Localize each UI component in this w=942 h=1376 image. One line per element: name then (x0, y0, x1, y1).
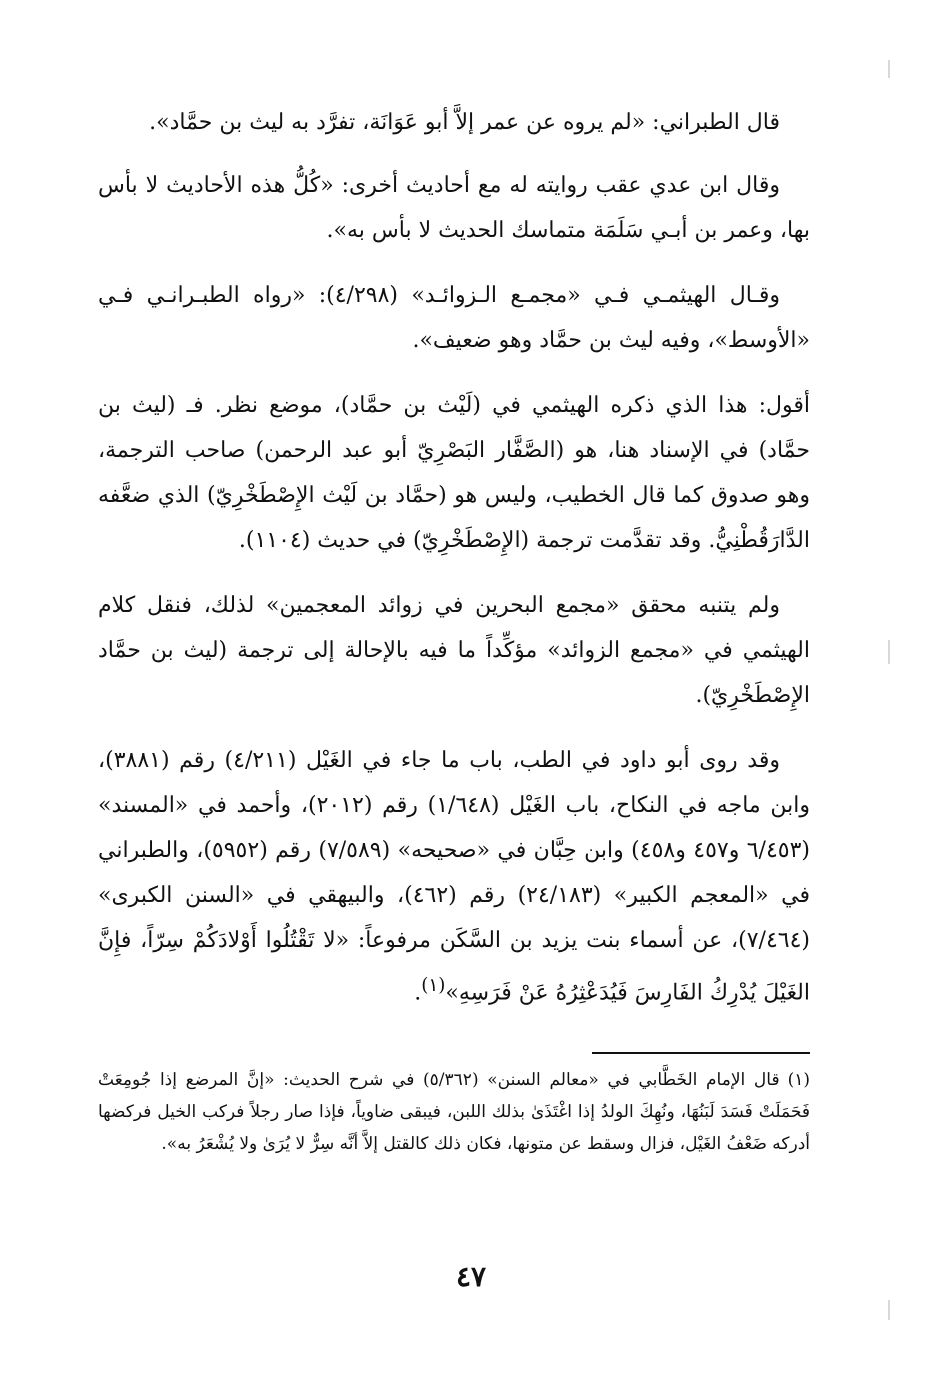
page-edge-mark (888, 640, 890, 664)
page-edge-mark (888, 1300, 890, 1320)
paragraph-tabarani-quote: قال الطبراني: «لم يروه عن عمر إلاَّ أبو عَوَانَة، تفرَّد به ليث بن حمَّاد». (149, 110, 780, 135)
footnote-number: (١) (787, 1070, 811, 1090)
paragraph-editor-note: ولم يتنبه محقق «مجمع البحرين في زوائد المعجمين» لذلك، فنقل كلام الهيثمي في «مجمع الزوائد» مؤكِّداً ما فيه بالإحالة إلى ترجمة (ليث بن حمَّاد الإِصْطَخْرِيّ). (98, 593, 810, 708)
paragraph-hadith-sources (98, 738, 810, 1015)
footnote (98, 1064, 810, 1160)
hadith-sources-text: وقد روى أبو داود في الطب، باب ما جاء في الغَيْل (٤/٢١١) رقم (٣٨٨١)، وابن ماجه في النكاح، باب الغَيْل (١/٦٤٨) رقم (٢٠١٢)، وأحمد في «المسند» (٦/٤٥٣ و٤٥٧ و٤٥٨) وابن حِبَّان في «صحيحه» (٧/٥٨٩) رقم (٥٩٥٢)، والطبراني في «المعجم الكبير» (٢٤/١٨٣) رقم (٤٦٢)، والبيهقي في «السنن الكبرى» (٧/٤٦٤)، عن أسماء بنت يزيد بن السَّكَن مرفوعاً: «لا تَقْتُلُوا أَوْلادَكُمْ سِرّاً، فإِنَّ الغَيْلَ يُدْرِكُ الفَارِسَ فَيُدَعْثِرُهُ عَنْ فَرَسِهِ» (98, 748, 811, 1006)
paragraph-author-comment: أقول: هذا الذي ذكره الهيثمي في (لَيْث بن حمَّاد)، موضع نظر. فـ (ليث بن حمَّاد) في الإسناد هنا، هو (الصَّفَّار البَصْرِيّ أبو عبد الرحمن) صاحب الترجمة، وهو صدوق كما قال الخطيب، وليس هو (حمَّاد بن لَيْث الإِصْطَخْرِيّ) الذي ضعَّفه الدَّارَقُطْنِيُّ. وقد تقدَّمت ترجمة (الإِصْطَخْرِيّ) في حديث (١١٠٤). (98, 393, 810, 553)
footnote-text: قال الإمام الخَطَّابي في «معالم السنن» (٥/٣٦٢) في شرح الحديث: «إنَّ المرضع إذا جُومِعَتْ فَحَمَلَتْ فَسَدَ لَبَنُهَا، ونُهِكَ الولدُ إذا اغْتَذَىٰ بذلك اللبن، فيبقى ضاوياً، فإذا صار رجلاً فركب الخيل فركضها أدركه ضَعْفُ الغَيْل، فزال وسقط عن متونها، فكان ذلك كالقتل إلاَّ أنَّه سِرٌّ لا يُرَىٰ ولا يُشْعَرُ به». (98, 1070, 810, 1154)
page-edge-mark (888, 60, 890, 78)
paragraph-haythami-quote: وقـال الهيثمـي فـي «مجمـع الـزوائـد» (٤/٢٩٨): «رواه الطبـرانـي فـي «الأوسط»، وفيه ليث بن حمَّاد وهو ضعيف». (98, 283, 810, 353)
paragraph-ibn-adi-quote: وقال ابن عدي عقب روايته له مع أحاديث أخرى: «كُلُّ هذه الأحاديث لا بأس بها، وعمر بن أبـي سَلَمَة متماسك الحديث لا بأس به». (98, 173, 810, 243)
page-number: ٤٧ (455, 1260, 487, 1293)
main-text (98, 100, 810, 1035)
footnote-separator (592, 1052, 810, 1054)
sentence-end: . (414, 980, 422, 1006)
footnote-reference: (١) (421, 975, 446, 996)
